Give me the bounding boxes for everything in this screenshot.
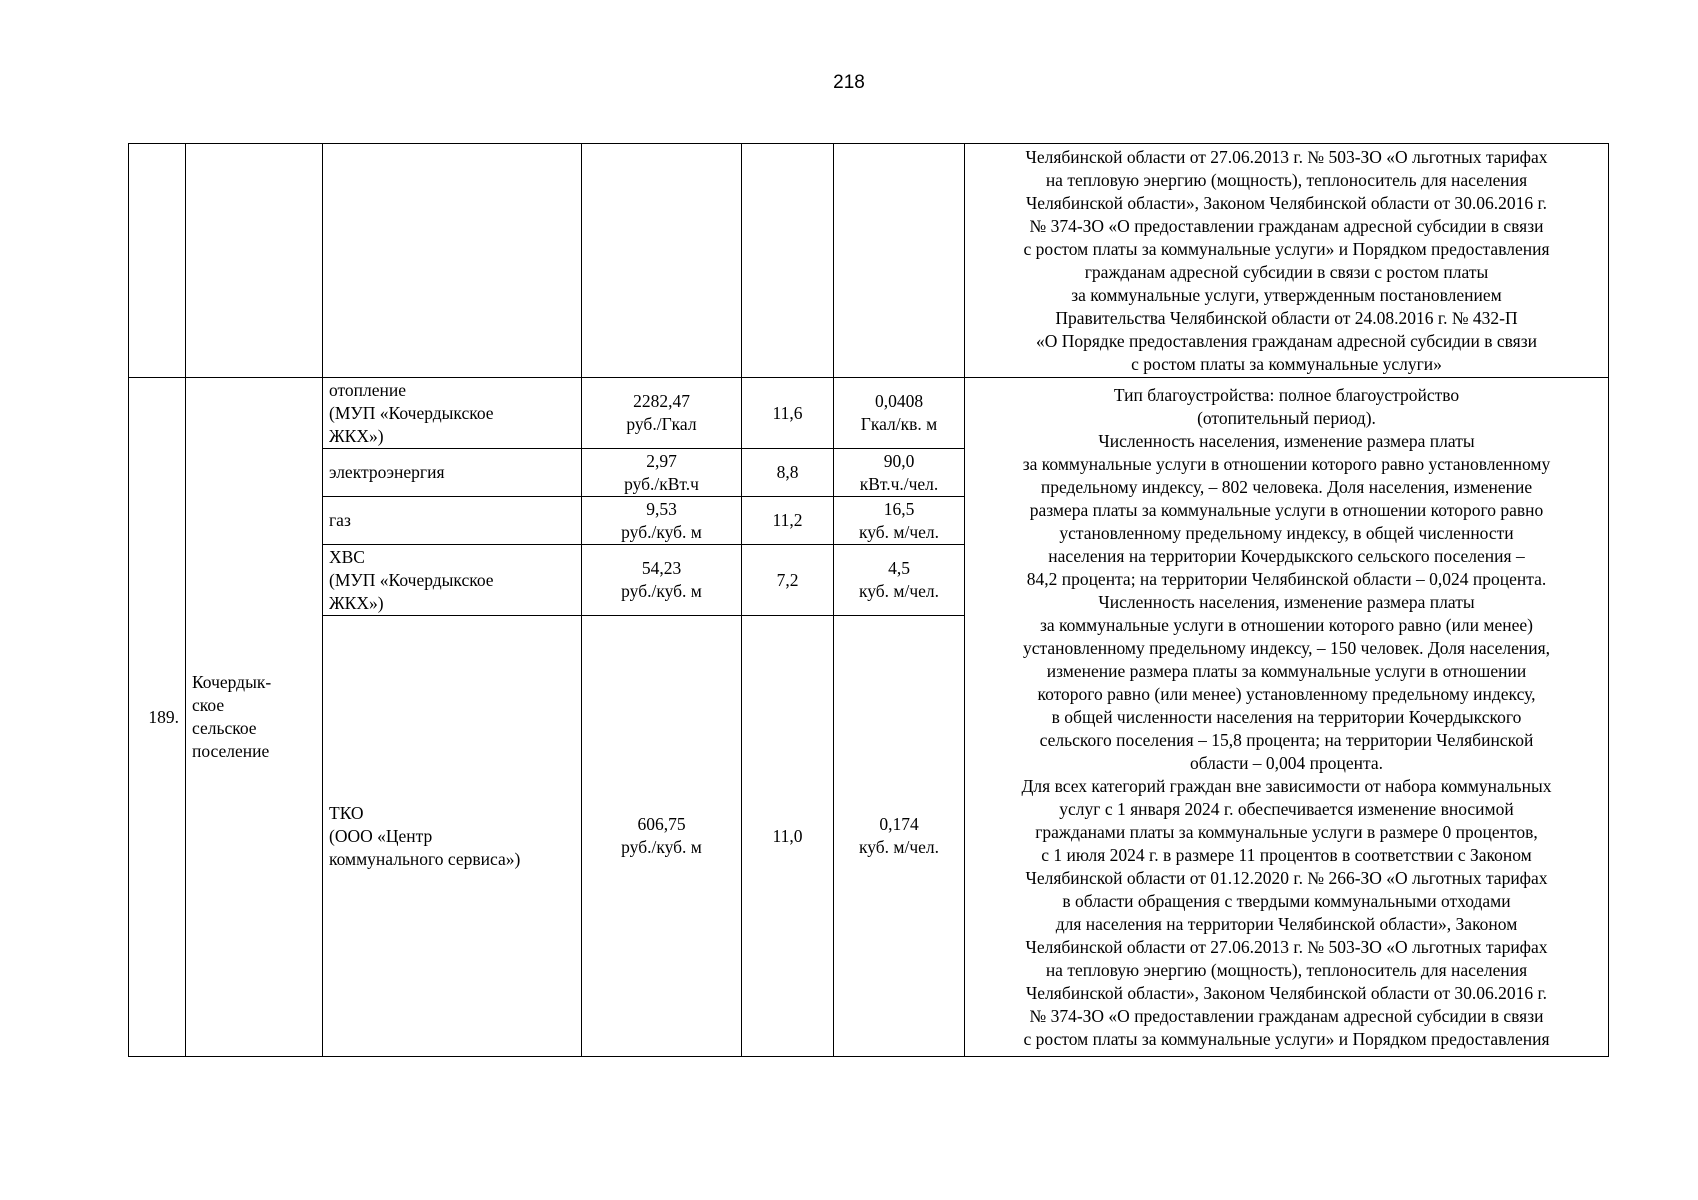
service-name <box>323 449 582 497</box>
volume-line: 16,5 <box>883 498 915 519</box>
service-name <box>323 378 582 449</box>
basis-line: предельному индексу, – 802 человека. Доля населения, изменение <box>1040 476 1533 497</box>
basis-text <box>965 378 1609 1057</box>
settlement-line: сельское <box>192 718 257 738</box>
name-line: отопление <box>329 379 407 400</box>
basis-line: в общей численности населения на территории Кочердыкского <box>1051 706 1522 727</box>
settlement-line: поселение <box>192 741 270 761</box>
tariff-line: 2,97 <box>646 450 677 471</box>
name-line: (ООО «Центр <box>329 825 433 846</box>
basis-line: изменение размера платы за коммунальные услуги в отношении <box>1046 660 1527 681</box>
continuation-basis-text <box>965 144 1609 378</box>
volume-value <box>834 449 965 497</box>
page-number: 218 <box>833 72 865 93</box>
basis-line: (отопительный период). <box>1197 407 1376 428</box>
basis-line: с ростом платы за коммунальные услуги» и Порядком предоставления <box>1023 238 1550 259</box>
volume-line: 0,0408 <box>874 391 924 411</box>
tariff-line: 606,75 <box>637 814 686 834</box>
tariff-line: 9,53 <box>646 498 677 519</box>
basis-line: установленному предельному индексу, в общей численности <box>1059 522 1514 543</box>
name-line: ТКО <box>329 802 364 823</box>
settlement-line: Кочердык- <box>192 672 272 692</box>
tariff-line: 54,23 <box>641 558 682 578</box>
service-name <box>323 497 582 545</box>
tariff-line: руб./куб. м <box>621 581 702 601</box>
basis-line: с ростом платы за коммунальные услуги» и Порядком предоставления <box>1023 1028 1550 1049</box>
basis-line: которого равно (или менее) установленному предельному индексу, <box>1037 683 1536 704</box>
basis-line: на тепловую энергию (мощность), теплоноситель для населения <box>1045 169 1528 190</box>
name-line: газ <box>329 510 351 530</box>
tariff-line: руб./Гкал <box>626 414 697 434</box>
basis-line: 84,2 процента; на территории Челябинской области – 0,024 процента. <box>1026 568 1547 589</box>
basis-line: № 374-ЗО «О предоставлении гражданам адресной субсидии в связи <box>1029 1005 1544 1026</box>
name-line: ЖКХ») <box>329 425 384 446</box>
basis-line: Численность населения, изменение размера платы <box>1098 430 1475 451</box>
index-value: 8,8 <box>742 449 834 497</box>
basis-line: Челябинской области», Законом Челябинской области от 30.06.2016 г. <box>1025 982 1548 1003</box>
name-line: электроэнергия <box>329 462 445 482</box>
basis-line: Челябинской области от 27.06.2013 г. № 503-ЗО «О льготных тарифах <box>1025 146 1548 167</box>
basis-line: Правительства Челябинской области от 24.08.2016 г. № 432-П <box>1055 307 1518 328</box>
basis-line: Численность населения, изменение размера платы <box>1098 591 1475 612</box>
index-value: 11,2 <box>742 497 834 545</box>
name-line: (МУП «Кочердыкское <box>329 569 494 590</box>
basis-line: за коммунальные услуги в отношении которого равно (или менее) <box>1040 614 1533 635</box>
service-name <box>323 545 582 616</box>
basis-line: установленному предельному индексу, – 150 человек. Доля населения, <box>1022 637 1551 658</box>
volume-line: 90,0 <box>883 450 915 471</box>
basis-line: «О Порядке предоставления гражданам адресной субсидии в связи <box>1035 330 1538 351</box>
name-line: ЖКХ») <box>329 592 384 613</box>
continuation-row <box>129 144 1609 378</box>
basis-line: населения на территории Кочердыкского сельского поселения – <box>1048 545 1525 566</box>
basis-line: размера платы за коммунальные услуги в отношении которого равно <box>1029 499 1544 520</box>
tariff-value <box>582 616 742 1057</box>
basis-line: с ростом платы за коммунальные услуги» <box>1131 353 1442 374</box>
basis-line: Тип благоустройства: полное благоустройство <box>1113 384 1460 405</box>
basis-line: сельского поселения – 15,8 процента; на территории Челябинской <box>1039 729 1534 750</box>
basis-line: Челябинской области от 01.12.2020 г. № 266-ЗО «О льготных тарифах <box>1025 867 1548 888</box>
basis-line: для населения на территории Челябинской области», Законом <box>1055 913 1518 934</box>
tariff-line: 2282,47 <box>633 391 690 411</box>
volume-line: 0,174 <box>879 814 919 834</box>
entry-number: 189. <box>129 378 186 1057</box>
tariff-value <box>582 449 742 497</box>
settlement-line: ское <box>192 695 225 715</box>
tariff-line: руб./куб. м <box>621 521 702 542</box>
tariff-value <box>582 378 742 449</box>
volume-value <box>834 616 965 1057</box>
tariff-table <box>128 143 1609 1057</box>
basis-line: услуг с 1 января 2024 г. обеспечивается изменение вносимой <box>1059 798 1514 819</box>
name-line: ХВС <box>329 546 365 567</box>
name-line: (МУП «Кочердыкское <box>329 402 494 423</box>
tariff-line: руб./кВт.ч <box>624 473 699 494</box>
basis-line: Челябинской области», Законом Челябинской области от 30.06.2016 г. <box>1025 192 1548 213</box>
basis-line: с 1 июля 2024 г. в размере 11 процентов в соответствии с Законом <box>1041 844 1532 865</box>
volume-line: куб. м/чел. <box>858 521 940 542</box>
service-name <box>323 616 582 1057</box>
basis-line: на тепловую энергию (мощность), теплоноситель для населения <box>1045 959 1528 980</box>
basis-line: области – 0,004 процента. <box>1189 752 1384 773</box>
basis-line: за коммунальные услуги, утвержденным постановлением <box>1071 284 1502 305</box>
basis-line: № 374-ЗО «О предоставлении гражданам адресной субсидии в связи <box>1029 215 1544 236</box>
basis-line: гражданами платы за коммунальные услуги в размере 0 процентов, <box>1035 821 1538 842</box>
service-row-heating <box>129 378 1609 449</box>
tariff-line: руб./куб. м <box>621 837 702 857</box>
index-value: 11,6 <box>742 378 834 449</box>
volume-line: куб. м/чел. <box>858 581 940 601</box>
basis-line: в области обращения с твердыми коммунальными отходами <box>1062 890 1511 911</box>
basis-line: гражданам адресной субсидии в связи с ростом платы <box>1084 261 1489 282</box>
basis-line: за коммунальные услуги в отношении которого равно установленному <box>1022 453 1551 474</box>
volume-line: 4,5 <box>888 558 910 578</box>
volume-value <box>834 497 965 545</box>
tariff-value <box>582 497 742 545</box>
name-line: коммунального сервиса») <box>329 848 521 869</box>
settlement-name <box>186 378 323 1057</box>
volume-line: кВт.ч./чел. <box>859 473 939 494</box>
volume-value <box>834 545 965 616</box>
volume-line: Гкал/кв. м <box>860 414 938 434</box>
index-value: 7,2 <box>742 545 834 616</box>
tariff-value <box>582 545 742 616</box>
index-value: 11,0 <box>742 616 834 1057</box>
basis-line: Для всех категорий граждан вне зависимости от набора коммунальных <box>1021 775 1552 796</box>
basis-line: Челябинской области от 27.06.2013 г. № 503-ЗО «О льготных тарифах <box>1025 936 1548 957</box>
volume-value <box>834 378 965 449</box>
volume-line: куб. м/чел. <box>858 837 940 857</box>
